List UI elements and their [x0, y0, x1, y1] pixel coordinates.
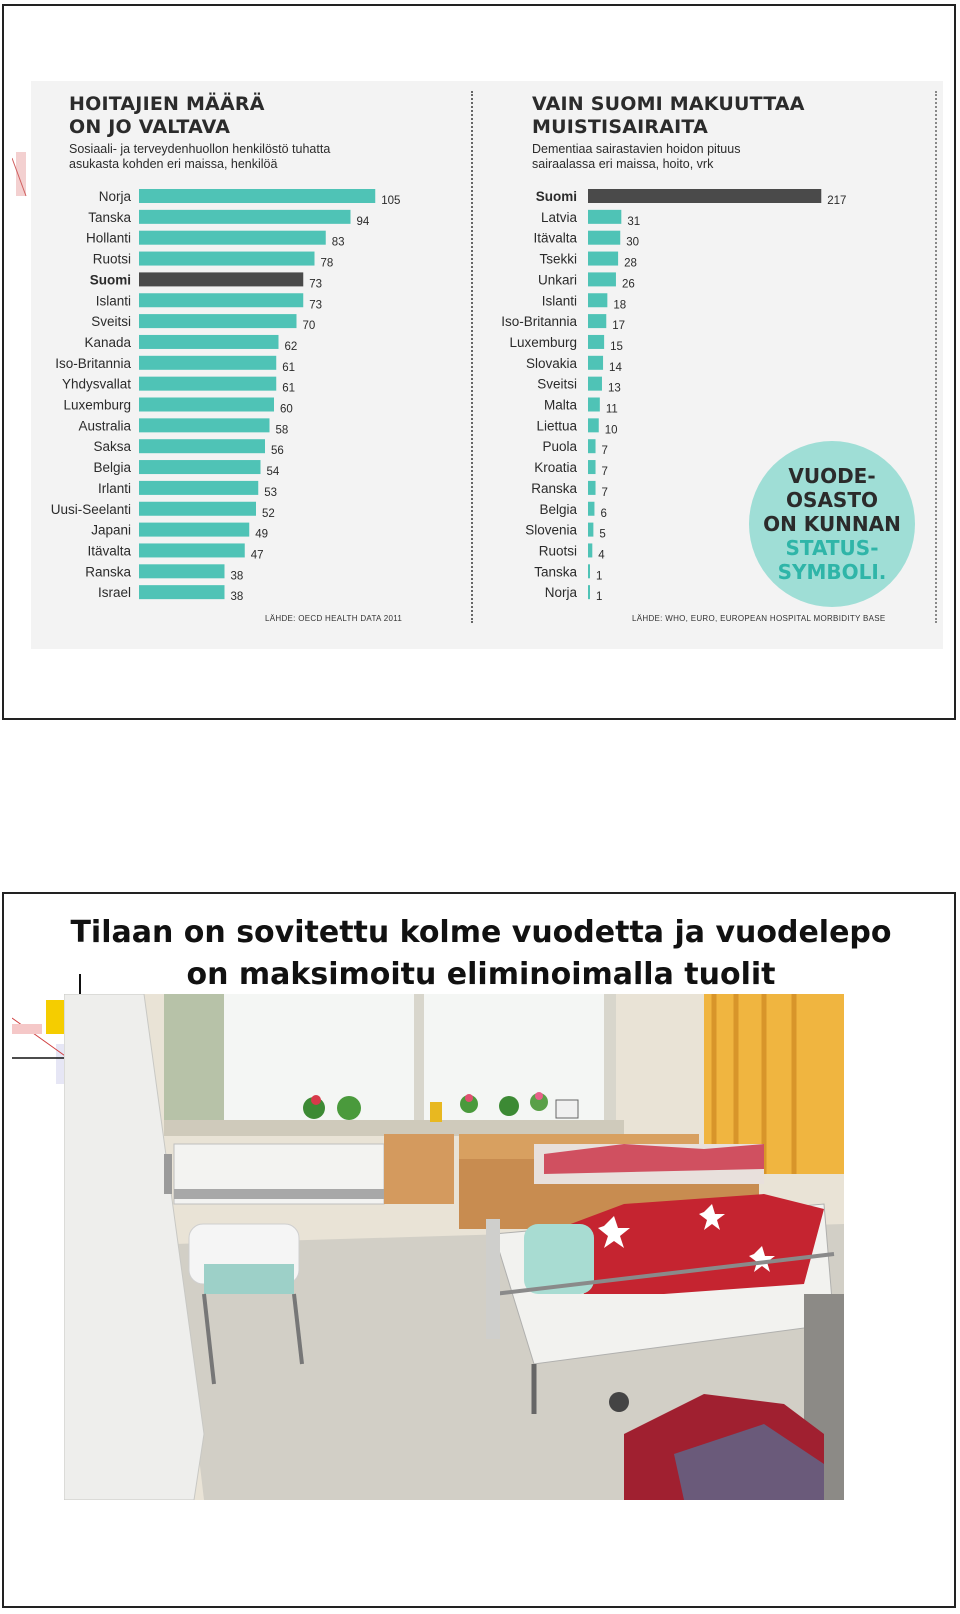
right-chart-bar [588, 210, 621, 224]
right-chart-value-label: 1 [596, 591, 603, 604]
right-chart-value-label: 14 [609, 361, 622, 374]
left-chart-category-label: Luxemburg [63, 397, 131, 413]
left-chart-category-label: Iso-Britannia [55, 355, 131, 371]
right-chart-category-label: Tanska [534, 564, 577, 580]
left-chart-category-label: Australia [78, 418, 131, 434]
right-chart-category-label: Latvia [540, 209, 577, 225]
right-chart-value-label: 217 [827, 195, 847, 207]
right-chart-category-label: Norja [544, 585, 577, 601]
left-chart-value-label: 38 [230, 570, 244, 583]
slide-infographic [2, 4, 956, 720]
corner-decoration [12, 152, 30, 202]
right-chart-category-label: Ruotsi [538, 543, 577, 559]
right-chart-value-label: 10 [604, 424, 618, 437]
left-chart-value-label: 70 [302, 320, 316, 333]
right-chart-value-label: 7 [601, 466, 608, 479]
left-subtitle-line-1: Sosiaali- ja terveydenhuollon henkilöstö tuhatta [69, 142, 331, 156]
left-chart-category-label: Japani [91, 522, 131, 538]
left-title-line-2: ON JO VALTAVA [69, 116, 231, 138]
right-chart-value-label: 1 [596, 570, 603, 583]
left-chart-value-label: 56 [271, 445, 284, 458]
right-chart-bar [588, 231, 620, 245]
right-chart-bar [588, 189, 821, 203]
left-chart-value-label: 60 [280, 403, 293, 416]
badge-line-2: OSASTO [786, 488, 878, 512]
left-chart-value-label: 49 [255, 528, 269, 541]
right-chart-bar [588, 502, 594, 516]
left-chart-category-label: Uusi-Seelanti [50, 501, 131, 517]
right-chart-category-label: Slovenia [525, 522, 577, 538]
right-chart-category-label: Malta [543, 397, 577, 413]
left-chart-category-label: Ruotsi [92, 251, 131, 267]
right-chart-bar [588, 398, 600, 412]
right-chart-category-label: Liettua [536, 418, 577, 434]
right-chart-category-label: Belgia [539, 501, 577, 517]
right-chart-value-label: 17 [612, 320, 626, 333]
hospital-room-illustration [64, 994, 844, 1500]
right-chart-category-label: Iso-Britannia [501, 314, 577, 330]
right-chart-bar [588, 335, 604, 349]
right-subtitle-line-1: Dementiaa sairastavien hoidon pituus [532, 142, 741, 156]
right-chart-value-label: 30 [626, 236, 640, 249]
left-chart-value-label: 105 [381, 195, 401, 207]
badge-line-5: SYMBOLI. [777, 560, 887, 584]
hospital-room-photo [64, 994, 844, 1500]
right-chart-bar [588, 543, 592, 557]
right-chart-value-label: 18 [613, 299, 627, 312]
right-chart-bar [588, 293, 607, 307]
right-chart-value-label: 7 [601, 445, 608, 458]
left-chart-category-label: Yhdysvallat [61, 376, 131, 392]
badge-line-4: STATUS- [785, 536, 879, 560]
right-chart-value-label: 26 [621, 278, 635, 291]
left-chart-category-label: Irlanti [97, 480, 131, 496]
right-chart-bar [588, 272, 616, 286]
left-chart-value-label: 78 [320, 257, 334, 270]
left-chart-value-label: 52 [262, 507, 275, 520]
left-chart-category-label: Israel [97, 585, 131, 601]
right-chart-bar [588, 585, 590, 599]
left-chart-category-label: Tanska [88, 209, 131, 225]
right-chart-category-label: Puola [542, 439, 577, 455]
left-subtitle-line-2: asukasta kohden eri maissa, henkilöä [69, 157, 278, 171]
right-chart-category-label: Itävalta [533, 230, 577, 246]
right-chart-value-label: 5 [599, 528, 606, 541]
left-title-line-1: HOITAJIEN MÄÄRÄ [69, 93, 265, 115]
left-chart-category-label: Ranska [85, 564, 131, 580]
right-subtitle-line-2: sairaalassa eri maissa, hoito, vrk [532, 157, 714, 171]
right-chart-category-label: Sveitsi [537, 376, 577, 392]
left-chart-category-label: Itävalta [87, 543, 131, 559]
right-chart-category-label: Kroatia [534, 460, 577, 476]
right-chart-value-label: 13 [607, 382, 621, 395]
left-chart-value-label: 61 [282, 382, 296, 395]
left-chart-value-label: 73 [309, 278, 323, 291]
right-chart-category-label: Unkari [537, 272, 577, 288]
left-chart-category-label: Sveitsi [91, 314, 131, 330]
right-title-line-1: VAIN SUOMI MAKUUTTAA [532, 93, 805, 115]
left-chart-category-label: Saksa [93, 439, 131, 455]
right-chart-value-label: 31 [627, 215, 641, 228]
left-chart-category-label: Islanti [95, 293, 131, 309]
right-chart-value-label: 11 [605, 403, 618, 416]
left-chart-category-label: Kanada [84, 334, 131, 350]
left-chart-value-label: 53 [264, 486, 278, 499]
status-symbol-badge [749, 441, 915, 607]
badge-line-1: VUODE- [788, 464, 876, 488]
left-chart-category-label: Hollanti [85, 230, 131, 246]
right-chart-value-label: 6 [600, 507, 607, 520]
left-chart-value-label: 83 [331, 236, 345, 249]
left-chart-category-label: Suomi [89, 272, 131, 288]
right-chart-category-label: Luxemburg [509, 334, 577, 350]
right-chart-bar [588, 377, 602, 391]
slide-caption: Tilaan on sovitettu kolme vuodetta ja vuodelepo on maksimoitu eliminoimalla tuolit [70, 915, 892, 992]
left-chart-value-label: 54 [266, 466, 280, 479]
left-chart-value-label: 38 [230, 591, 244, 604]
right-chart-bar [588, 439, 596, 453]
right-chart-category-label: Suomi [535, 189, 577, 204]
right-chart-bar [588, 481, 596, 495]
left-chart-value-label: 47 [250, 549, 264, 562]
right-chart-bar [588, 356, 603, 370]
right-chart-bar [588, 460, 596, 474]
left-source-note: LÄHDE: OECD HEALTH DATA 2011 [265, 614, 403, 623]
right-title-line-2: MUISTISAIRAITA [532, 116, 708, 138]
left-chart-value-label: 61 [282, 361, 296, 374]
right-chart-value-label: 15 [610, 340, 623, 353]
left-chart-value-label: 94 [356, 215, 370, 228]
badge-line-3: ON KUNNAN [763, 512, 901, 536]
right-chart-bar [588, 314, 606, 328]
right-chart-category-label: Slovakia [525, 355, 577, 371]
left-chart-value-label: 62 [284, 340, 298, 353]
right-chart-bar [588, 252, 618, 266]
right-chart-value-label: 7 [601, 486, 608, 499]
right-chart-bar [588, 564, 590, 578]
left-chart-category-label: Norja [98, 189, 131, 204]
right-chart-category-label: Islanti [541, 293, 577, 309]
right-chart-value-label: 4 [598, 549, 605, 562]
right-source-note: LÄHDE: WHO, EURO, EUROPEAN HOSPITAL MORBIDITY BASE [632, 614, 886, 623]
left-chart-value-label: 73 [309, 299, 323, 312]
right-chart-bar [588, 523, 593, 537]
left-chart-value-label: 58 [275, 424, 289, 437]
right-chart-category-label: Ranska [531, 480, 577, 496]
slide-photo [2, 892, 956, 1608]
left-chart-category-label: Belgia [93, 460, 131, 476]
right-chart-category-label: Tsekki [539, 251, 577, 267]
infographic-panel [31, 81, 943, 649]
right-chart-bar [588, 418, 599, 432]
right-chart-value-label: 28 [624, 257, 637, 270]
